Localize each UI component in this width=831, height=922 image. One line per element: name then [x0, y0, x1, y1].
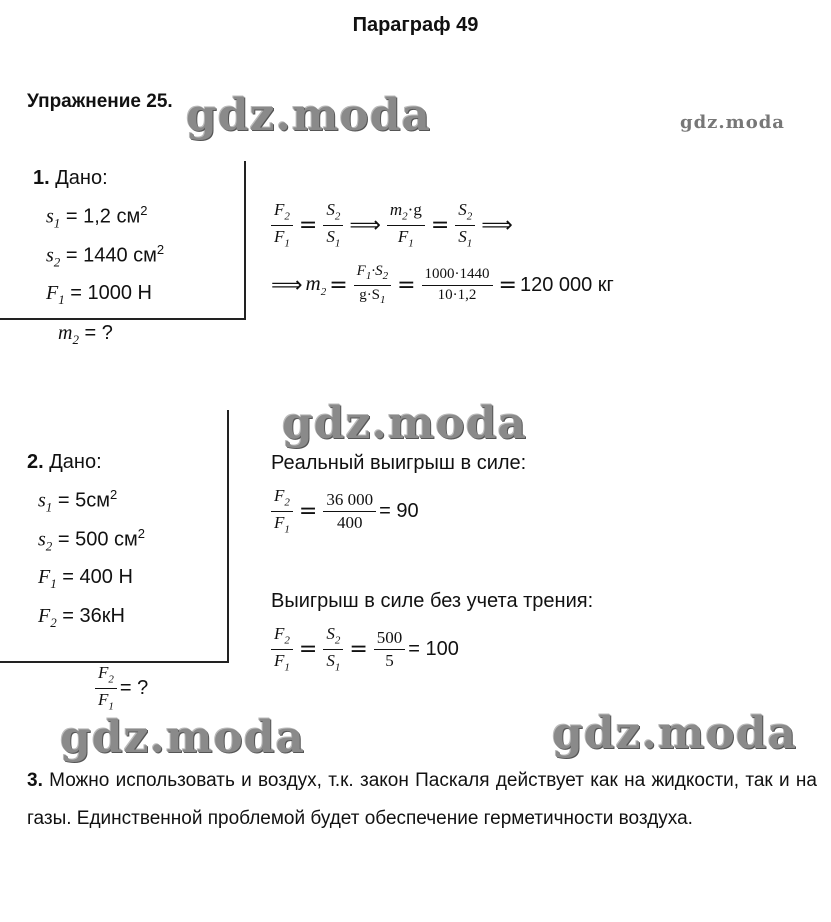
page-title: Параграф 49 — [352, 14, 479, 36]
task1-given-f1: $F_1 = 1000$ Н — [46, 282, 153, 307]
task2-given-s1: $s_1 = 5см^2$ — [38, 487, 118, 515]
given-divider-vertical — [244, 161, 246, 319]
ideal-gain-label: Выигрыш в силе без учета трения: — [271, 590, 594, 612]
fraction: $\frac{F_1\cdot S_2}{g\cdot S_1}$ — [354, 264, 391, 306]
task2-given-f1: $F_1 = 400$ Н — [38, 566, 133, 591]
real-gain-label: Реальный выигрыш в силе: — [271, 452, 527, 474]
fraction: $\frac{m_2\cdot g}{F_1}$ — [387, 201, 425, 250]
given-divider-horizontal — [0, 318, 246, 320]
watermark: gdz.moda — [186, 90, 432, 141]
watermark: gdz.moda — [552, 708, 798, 759]
real-gain-equation: $\frac{F_2}{F_1}$ = $\frac{36 000}{400}$ = 90 — [268, 487, 419, 536]
fraction: $\frac{F_2}{F_1}$ — [271, 625, 293, 674]
task2-number: 2. — [27, 451, 44, 473]
fraction: $\frac{F_2}{F_1}$ — [95, 664, 117, 713]
task2-find: $\frac{F_2}{F_1}$ = ? — [92, 664, 148, 713]
task1-result: 120 000 кг — [519, 273, 614, 296]
task2-given-header — [27, 451, 102, 474]
task2-given-f2: $F_2 = 36кН$ — [38, 605, 125, 630]
fraction: $\frac{1000\cdot 1440}{10\cdot 1,2}$ — [422, 267, 493, 304]
fraction: $\frac{S_2}{S_1}$ — [323, 201, 343, 250]
task3-number: 3. — [27, 770, 43, 791]
task1-given-s2: $s_2 = 1440$ $см^2$ — [46, 242, 165, 270]
given-label: Дано: — [49, 451, 102, 473]
given-divider-horizontal — [0, 661, 229, 663]
real-gain-result: = 90 — [379, 499, 419, 522]
fraction: $\frac{S_2}{S_1}$ — [323, 625, 343, 674]
fraction: $\frac{36 000}{400}$ — [323, 491, 376, 532]
task1-given-s1: $s_1 = 1,2$ $см^2$ — [46, 203, 148, 231]
task1-given-header — [33, 167, 108, 190]
watermark: gdz.moda — [282, 398, 528, 449]
fraction: $\frac{F_2}{F_1}$ — [271, 487, 293, 536]
fraction: $\frac{500}{5}$ — [374, 629, 406, 670]
task3-paragraph — [27, 762, 817, 838]
given-divider-vertical — [227, 410, 229, 662]
task1-solution-line1: $\frac{F_2}{F_1}$ = $\frac{S_2}{S_1}$ ⟹ $\frac{m_2\cdot g}{F_1}$ = $\frac{S_2}{S_1}$ ⟹ — [268, 201, 516, 250]
given-label: Дано: — [55, 167, 108, 189]
exercise-heading: Упражнение 25. — [27, 91, 173, 112]
task1-number: 1. — [33, 167, 50, 189]
task1-find: $m_2$ = ? — [58, 322, 113, 347]
ideal-gain-equation: $\frac{F_2}{F_1}$ = $\frac{S_2}{S_1}$ = $\frac{500}{5}$ = 100 — [268, 625, 459, 674]
fraction: $\frac{F_2}{F_1}$ — [271, 201, 293, 250]
task1-solution-line2: ⟹ $m_2$ = $\frac{F_1\cdot S_2}{g\cdot S_1}$ = $\frac{1000\cdot 1440}{10\cdot 1,2}$ = 120 000 кг — [271, 263, 614, 306]
ideal-gain-result: = 100 — [408, 637, 459, 660]
task3-text: Можно использовать и воздух, т.к. закон Паскаля действует как на жидкости, так и на газы. Единственной проблемой будет обеспечение герметичности воздуха. — [27, 770, 817, 829]
watermark: gdz.moda — [60, 712, 306, 763]
task2-given-s2: $s_2 = 500$ $см^2$ — [38, 526, 145, 554]
fraction: $\frac{S_2}{S_1}$ — [455, 201, 475, 250]
watermark-small: gdz.moda — [680, 112, 785, 133]
